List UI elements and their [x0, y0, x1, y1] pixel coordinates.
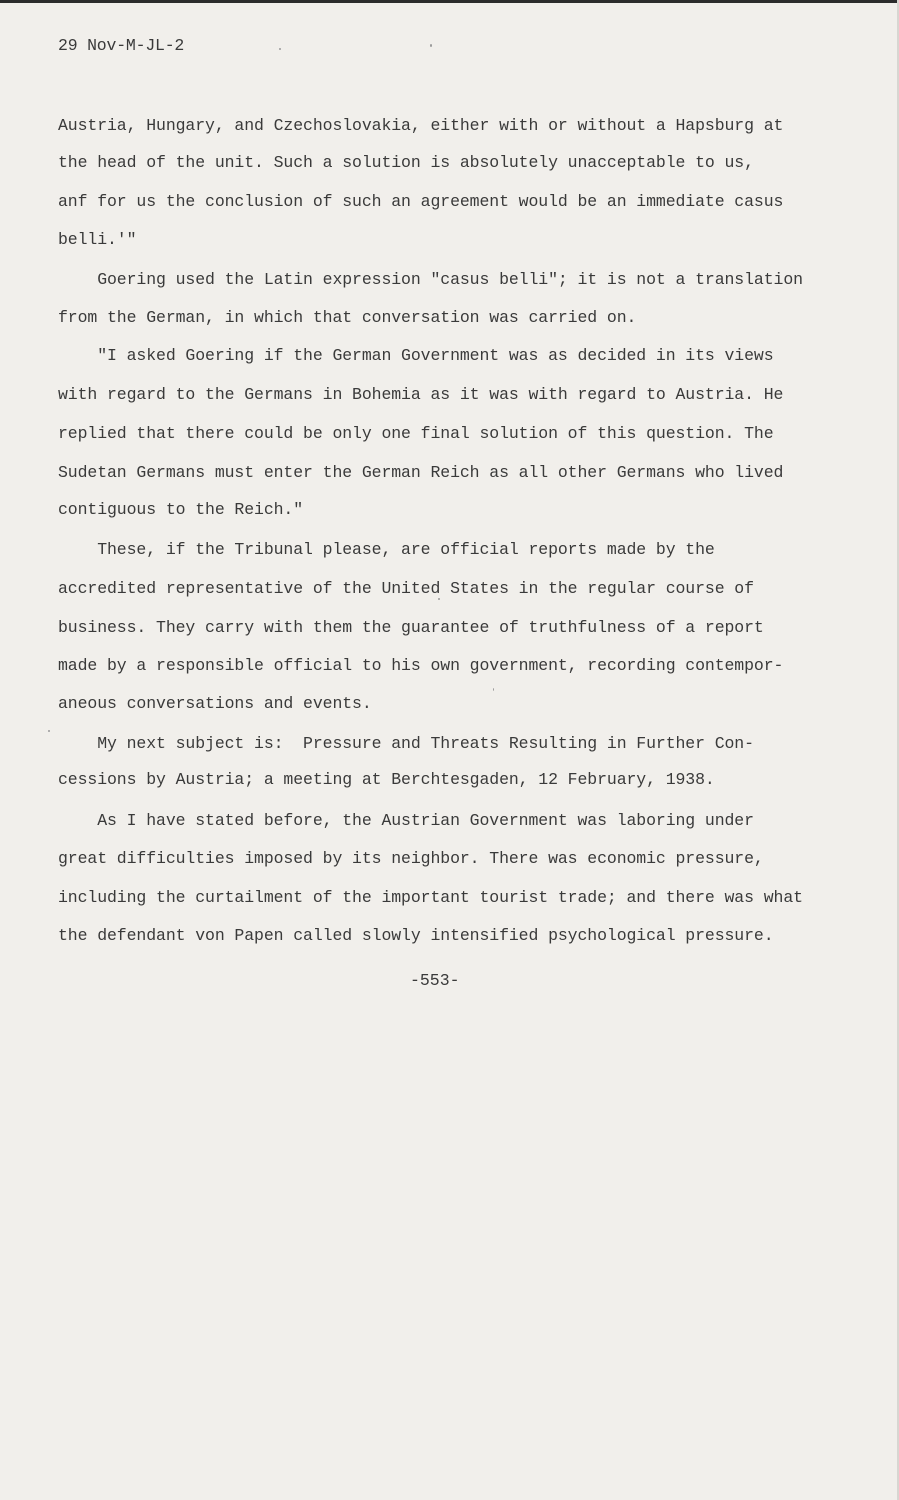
text-line: As I have stated before, the Austrian Government was laboring under: [58, 811, 754, 830]
page-number: -553-: [410, 971, 460, 990]
text-line: cessions by Austria; a meeting at Berchtesgaden, 12 February, 1938.: [58, 770, 715, 789]
paper-speck: [438, 598, 440, 600]
paper-speck: [430, 44, 432, 47]
text-line: These, if the Tribunal please, are official reports made by the: [58, 540, 715, 559]
paper-speck: [279, 48, 281, 50]
text-line: contiguous to the Reich.": [58, 500, 304, 519]
text-line: anf for us the conclusion of such an agreement would be an immediate casus: [58, 192, 784, 211]
text-line: business. They carry with them the guarantee of truthfulness of a report: [58, 618, 764, 637]
text-line: "I asked Goering if the German Government was as decided in its views: [58, 346, 774, 365]
text-line: replied that there could be only one final solution of this question. The: [58, 424, 774, 443]
text-line: Austria, Hungary, and Czechoslovakia, either with or without a Hapsburg at: [58, 116, 784, 135]
text-line: made by a responsible official to his own government, recording contempor-: [58, 656, 784, 675]
paper-speck: [48, 730, 50, 732]
text-line: with regard to the Germans in Bohemia as it was with regard to Austria. He: [58, 385, 784, 404]
text-line: Sudetan Germans must enter the German Reich as all other Germans who lived: [58, 463, 784, 482]
text-line: great difficulties imposed by its neighbor. There was economic pressure,: [58, 849, 764, 868]
text-line: the head of the unit. Such a solution is absolutely unacceptable to us,: [58, 153, 754, 172]
text-line: from the German, in which that conversation was carried on.: [58, 308, 637, 327]
text-line: My next subject is: Pressure and Threats Resulting in Further Con-: [58, 734, 754, 753]
text-line: belli.'": [58, 230, 137, 249]
text-line: aneous conversations and events.: [58, 694, 372, 713]
page-top-edge: [0, 0, 899, 3]
text-line: the defendant von Papen called slowly intensified psychological pressure.: [58, 926, 774, 945]
page-identifier: 29 Nov-M-JL-2: [58, 36, 185, 55]
text-line: Goering used the Latin expression "casus belli"; it is not a translation: [58, 270, 803, 289]
text-line: including the curtailment of the important tourist trade; and there was what: [58, 888, 803, 907]
paper-speck: [493, 688, 494, 691]
text-line: accredited representative of the United States in the regular course of: [58, 579, 754, 598]
